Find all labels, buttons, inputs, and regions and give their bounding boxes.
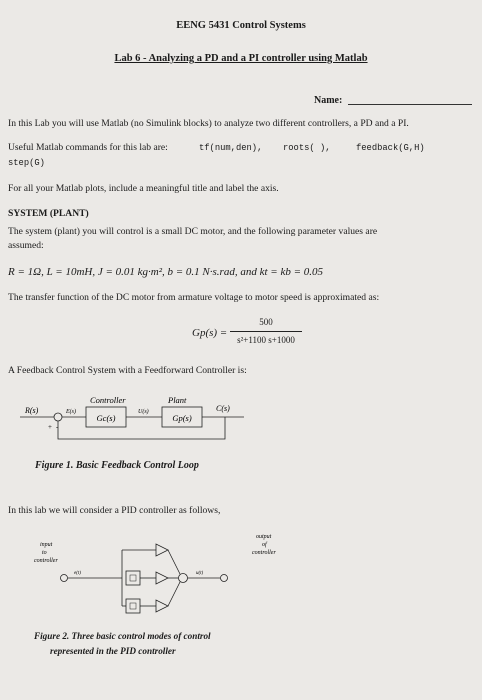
- pid-output-label-2: of: [262, 542, 267, 548]
- pid-derivative-gain: [156, 600, 168, 612]
- pid-output-node: [221, 575, 228, 582]
- tf-fraction-bar: [230, 331, 302, 332]
- pid-integral-inner: [130, 575, 136, 581]
- pid-e-label: e(t): [74, 571, 81, 576]
- cmd-step: step(G): [8, 158, 45, 168]
- pid-integral-block: [126, 571, 140, 585]
- cmd-roots: roots( ),: [283, 143, 331, 153]
- parameter-equation: R = 1Ω, L = 10mH, J = 0.01 kg·m², b = 0.1 N·s.rad, and kt = kb = 0.05: [8, 266, 323, 278]
- tf-numerator: 500: [259, 317, 273, 327]
- pid-input-label-2: to: [42, 550, 47, 556]
- commands-label: Useful Matlab commands for this lab are:: [8, 142, 168, 153]
- input-signal-label: R(s): [25, 406, 39, 415]
- pid-output-label-1: output: [256, 534, 272, 540]
- figure1-caption: Figure 1. Basic Feedback Control Loop: [35, 460, 199, 471]
- pid-proportional-gain: [156, 544, 168, 556]
- pid-input-label-3: controller: [34, 558, 58, 564]
- pid-bottom-to-sum: [168, 582, 180, 606]
- course-title: EENG 5431 Control Systems: [176, 20, 306, 31]
- figure2-caption-2: represented in the PID controller: [50, 646, 176, 656]
- figure1-intro: A Feedback Control System with a Feedforward Controller is:: [8, 365, 247, 376]
- pid-diagram: [30, 528, 320, 620]
- pid-u-label: u(t): [196, 571, 204, 576]
- feedback-path: [58, 417, 225, 439]
- pid-intro: In this lab we will consider a PID controller as follows,: [8, 505, 221, 516]
- pid-summing-junction: [179, 574, 188, 583]
- figure2-caption-1: Figure 2. Three basic control modes of control: [34, 631, 211, 641]
- controller-label: Controller: [90, 395, 126, 405]
- plant-block-text: Gp(s): [172, 413, 192, 423]
- tf-denominator: s²+1100 s+1000: [237, 335, 295, 345]
- error-signal-label: E(s): [66, 409, 76, 415]
- pid-derivative-block: [126, 599, 140, 613]
- output-signal-label: C(s): [216, 404, 230, 413]
- cmd-tf: tf(num,den),: [199, 143, 263, 153]
- tf-lhs: Gp(s) =: [192, 327, 228, 339]
- summing-junction: [54, 413, 62, 421]
- pid-input-label-1: input: [40, 542, 53, 548]
- pid-integral-gain: [156, 572, 168, 584]
- system-heading: SYSTEM (PLANT): [8, 208, 89, 219]
- system-desc-2: assumed:: [8, 240, 44, 251]
- plus-sign: +: [48, 423, 52, 431]
- pid-top-to-sum: [168, 550, 180, 574]
- name-field-line[interactable]: [348, 104, 472, 105]
- controller-block-text: Gc(s): [96, 413, 116, 423]
- name-label: Name:: [314, 95, 343, 106]
- plots-note: For all your Matlab plots, include a meaningful title and label the axis.: [8, 183, 279, 194]
- tf-description: The transfer function of the DC motor from armature voltage to motor speed is approximated as:: [8, 292, 380, 303]
- cmd-feedback: feedback(G,H): [356, 143, 425, 153]
- pid-derivative-inner: [130, 603, 136, 609]
- plant-label: Plant: [168, 395, 187, 405]
- control-signal-label: U(s): [138, 409, 149, 415]
- system-desc-1: The system (plant) you will control is a small DC motor, and the following parameter values are: [8, 226, 378, 237]
- intro-line: In this Lab you will use Matlab (no Simulink blocks) to analyze two different controllers, a PD and a PI.: [8, 118, 409, 129]
- minus-sign: -: [56, 423, 59, 431]
- block-diagram: [20, 385, 260, 447]
- lab-title: Lab 6 - Analyzing a PD and a PI controller using Matlab: [114, 53, 368, 64]
- pid-input-node: [61, 575, 68, 582]
- pid-output-label-3: controller: [252, 550, 276, 556]
